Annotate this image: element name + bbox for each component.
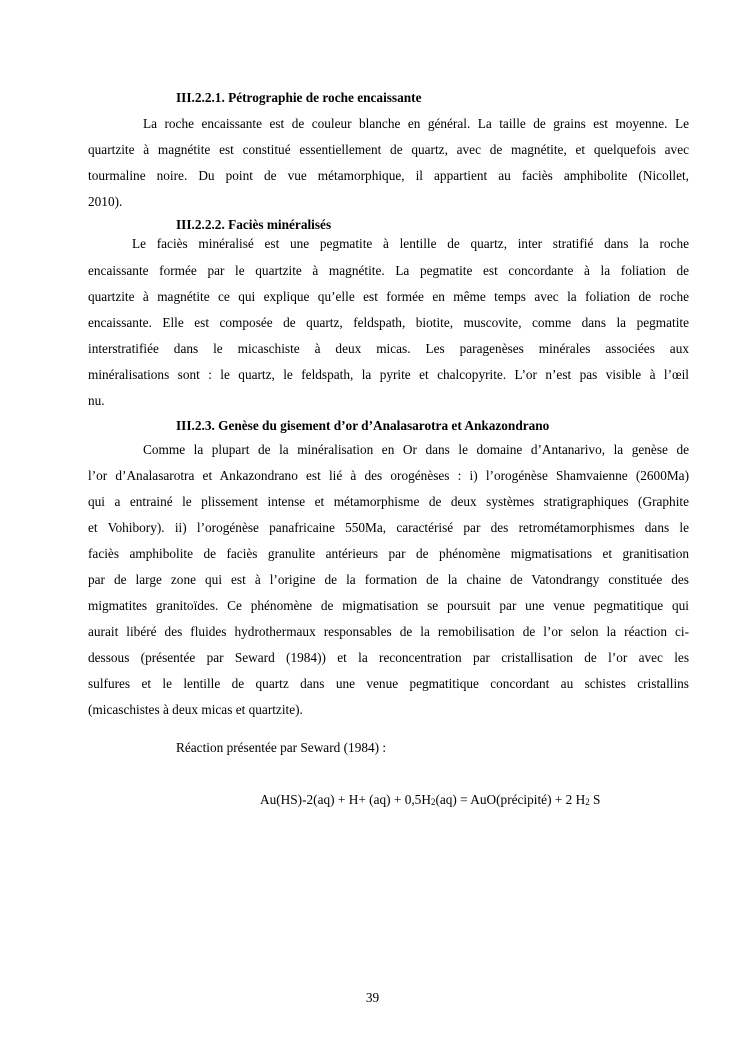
reaction-label: Réaction présentée par Seward (1984) : (176, 740, 387, 755)
equation-subscript: 2 (430, 797, 436, 807)
equation-subscript: 2 (585, 797, 590, 807)
paragraph-line: par de large zone qui est à l’origine de la formation de la chaine de Vatondrangy constituée des (88, 572, 689, 587)
paragraph-line: quartzite à magnétite ce qui explique qu’elle est formée en même temps avec la foliation de roche (88, 289, 689, 304)
paragraph-line: minéralisations sont : le quartz, le feldspath, la pyrite et chalcopyrite. L’or n’est pas visible à l’œil (88, 367, 689, 382)
paragraph-line: Le faciès minéralisé est une pegmatite à lentille de quartz, inter stratifié dans la roche (132, 236, 689, 251)
paragraph-line: La roche encaissante est de couleur blanche en général. La taille de grains est moyenne. Le (143, 116, 689, 131)
paragraph-line: qui a entrainé le plissement intense et métamorphisme de deux systèmes stratigraphiques (Graphite (88, 494, 689, 509)
paragraph-line: dessous (présentée par Seward (1984)) et la reconcentration par cristallisation de l’or avec les (88, 650, 689, 665)
equation-part: (aq) = AuO(précipité) + 2 H (435, 792, 586, 807)
paragraph-line: Comme la plupart de la minéralisation en Or dans le domaine d’Antanarivo, la genèse de (143, 442, 689, 457)
paragraph-line: encaissante formée par le quartzite à magnétite. La pegmatite est concordante à la foliation de (88, 263, 689, 278)
page-number: 39 (365, 990, 380, 1005)
paragraph-line: migmatites granitoïdes. Ce phénomène de migmatisation se poursuit par une venue pegmatitique qui (88, 598, 689, 613)
paragraph-line: nu. (88, 393, 105, 408)
paragraph-line: quartzite à magnétite est constitué essentiellement de quartz, avec de magnétite, et quelquefois avec (88, 142, 689, 157)
reaction-equation (260, 792, 600, 808)
paragraph-line: aurait libéré des fluides hydrothermaux responsables de la remobilisation de l’or selon la réaction ci- (88, 624, 689, 639)
section-heading-facies-mineralises: III.2.2.2. Faciès minéralisés (176, 217, 332, 232)
section-heading-petrographie: III.2.2.1. Pétrographie de roche encaissante (176, 90, 422, 105)
equation-part: Au(HS)-2(aq) + H+ (aq) + 0,5H (260, 792, 431, 807)
equation-part: S (589, 792, 601, 807)
section-heading-genese: III.2.3. Genèse du gisement d’or d’Analasarotra et Ankazondrano (176, 418, 550, 433)
paragraph-line: faciès amphibolite de faciès granulite antérieurs par de phénomène migmatisations et granitisation (88, 546, 689, 561)
paragraph-line: l’or d’Analasarotra et Ankazondrano est lié à des orogénèses : i) l’orogénèse Shamvaienne (2600Ma) (88, 468, 689, 483)
paragraph-line: et Vohibory). ii) l’orogénèse panafricaine 550Ma, caractérisé par des retrométamorphismes dans le (88, 520, 689, 535)
paragraph-line: interstratifiée dans le micaschiste à deux micas. Les paragenèses minérales associées aux (88, 341, 689, 356)
paragraph-line: encaissante. Elle est composée de quartz, feldspath, biotite, muscovite, comme dans la pegmatite (88, 315, 689, 330)
paragraph-line: sulfures et le lentille de quartz dans une venue pegmatitique concordant au schistes cristallins (88, 676, 689, 691)
paragraph-line: (micaschistes à deux micas et quartzite). (88, 702, 303, 717)
paragraph-line: 2010). (88, 194, 123, 209)
paragraph-line: tourmaline noire. Du point de vue métamorphique, il appartient au faciès amphibolite (Nicollet, (88, 168, 689, 183)
